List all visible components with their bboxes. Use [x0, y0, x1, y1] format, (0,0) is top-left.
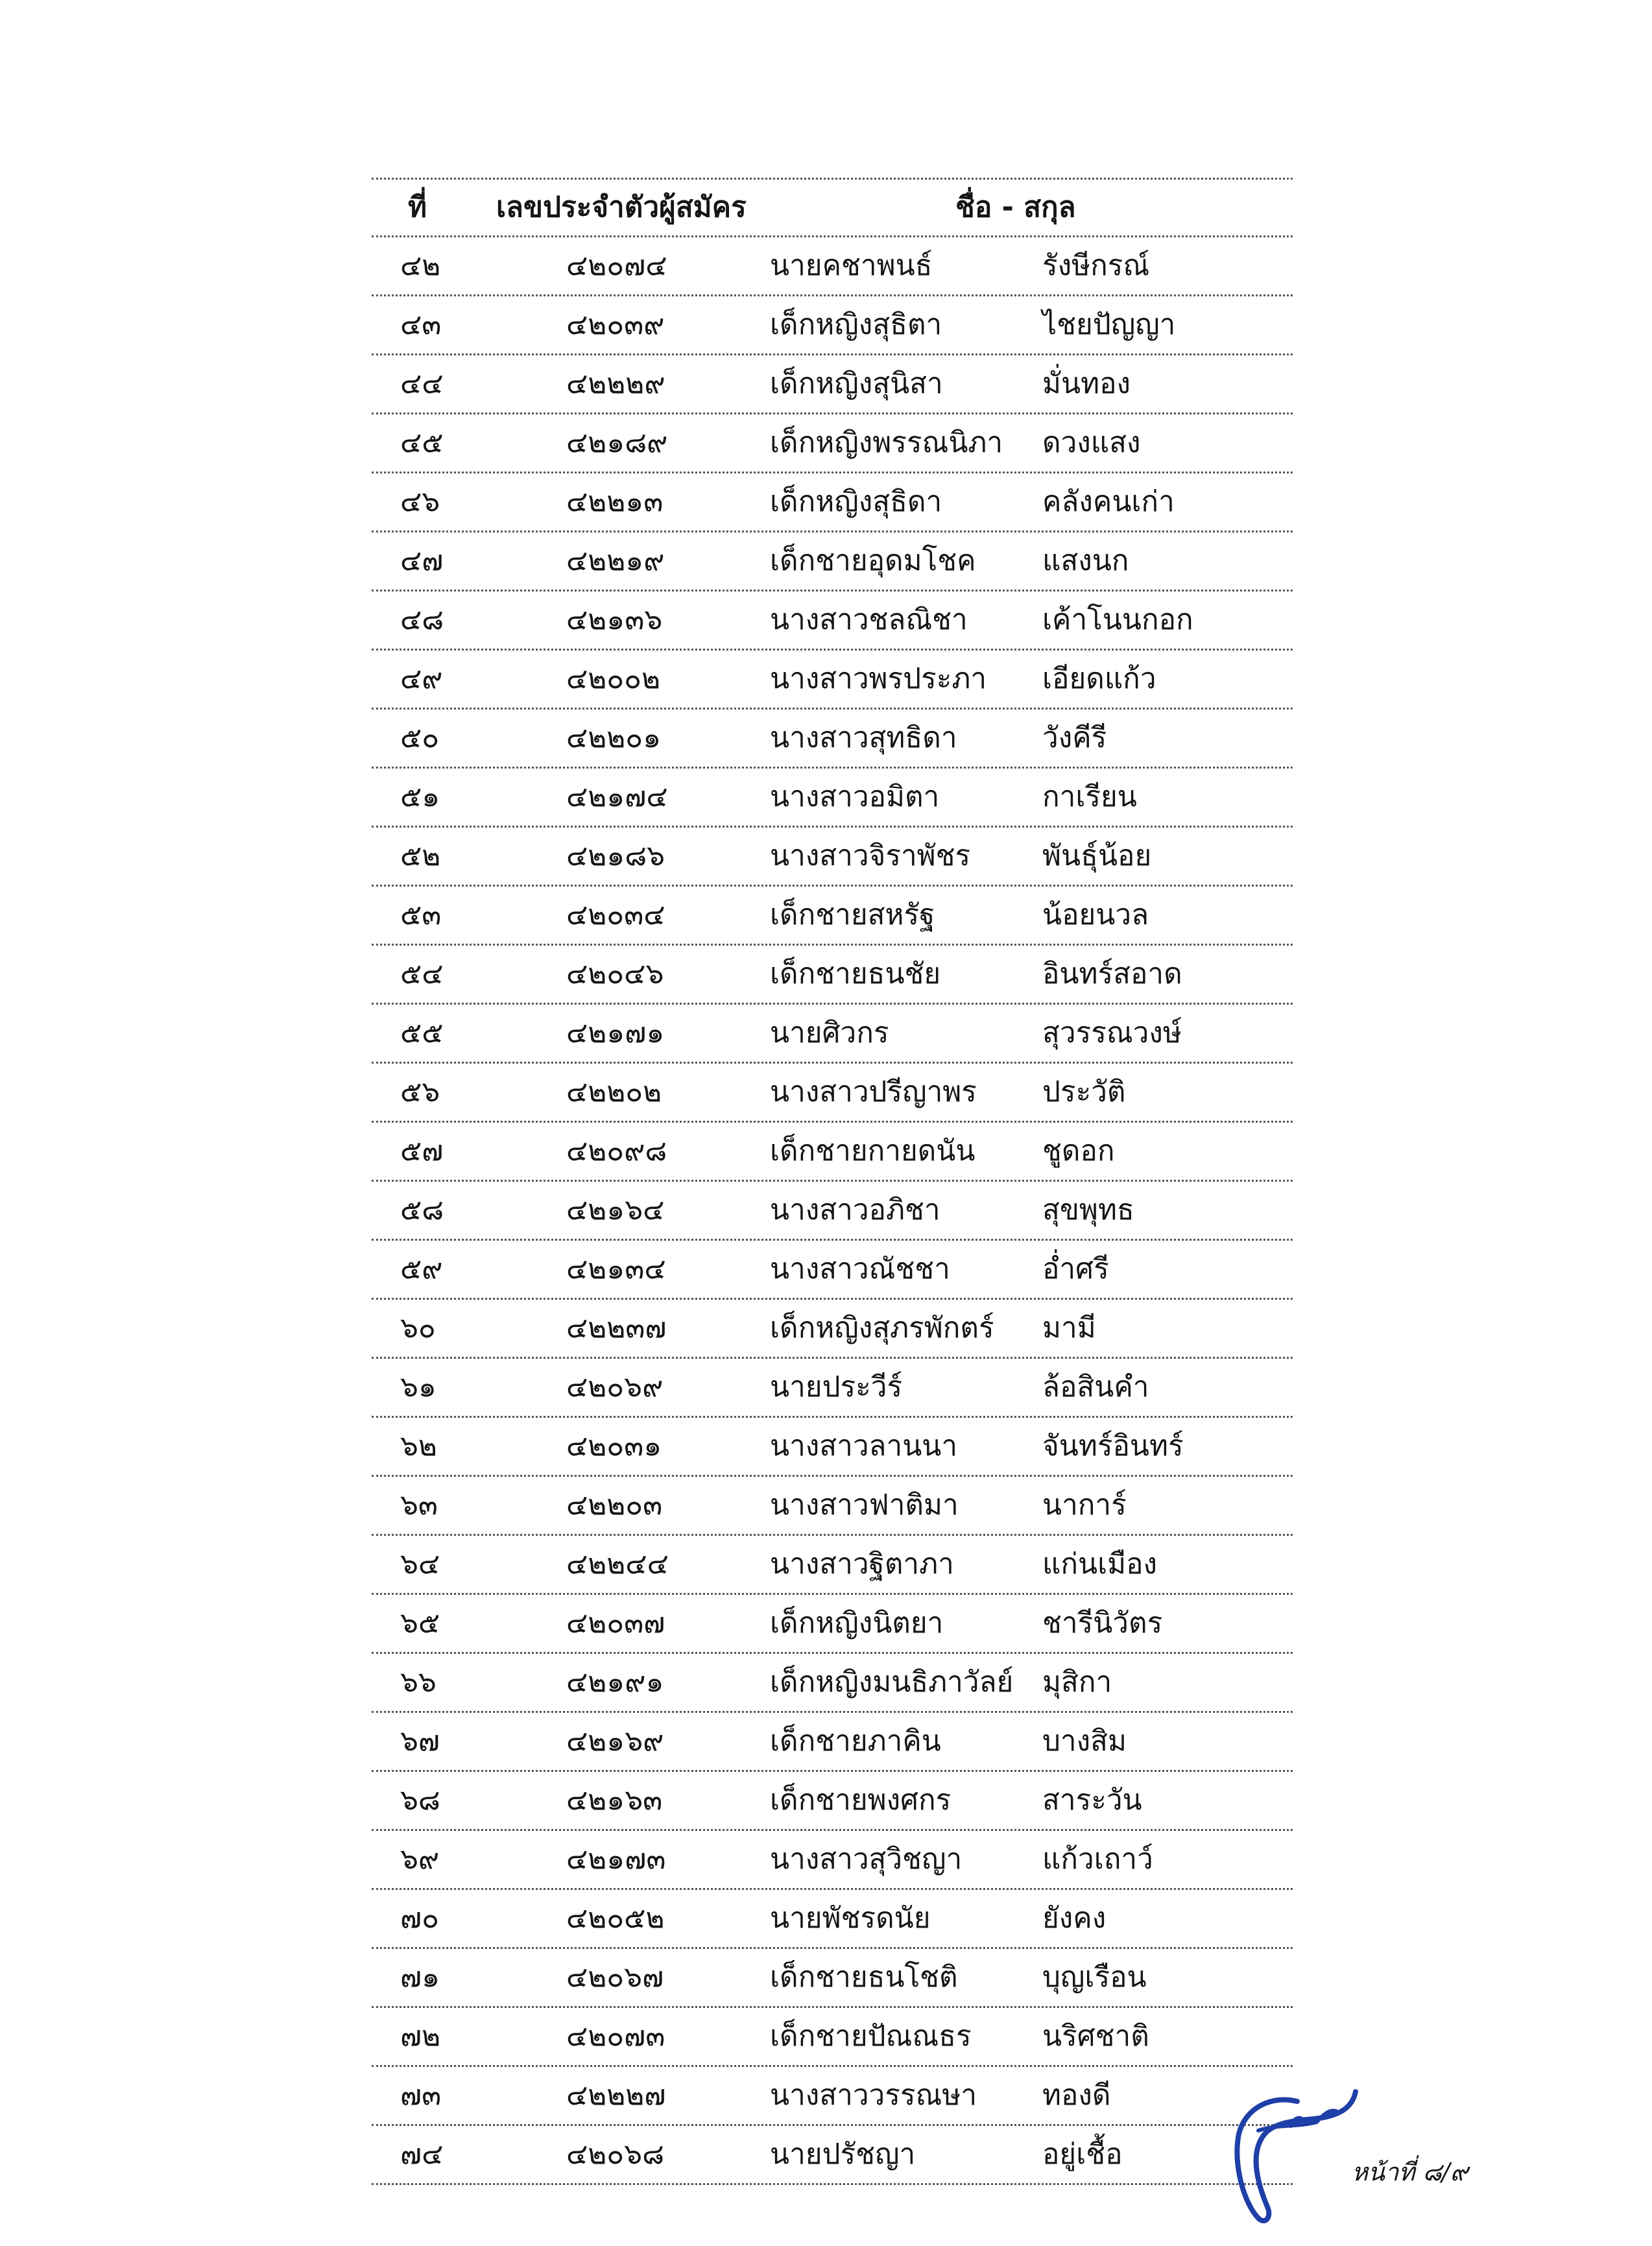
last-name: ล้อสินคำ	[1042, 1370, 1149, 1404]
first-name: นางสาวพรประภา	[770, 662, 987, 695]
last-name: จันทร์อินทร์	[1042, 1429, 1184, 1463]
last-name: เค้าโนนกอก	[1042, 603, 1193, 636]
table-row	[372, 1477, 1293, 1536]
row-number: ๕๖	[400, 1075, 440, 1108]
applicant-id: ๔๒๐๕๒	[566, 1902, 665, 1935]
row-number: ๕๓	[400, 898, 442, 931]
last-name: อินทร์สอาด	[1042, 957, 1182, 990]
row-number: ๖๙	[400, 1843, 440, 1876]
last-name: มุสิกา	[1042, 1666, 1112, 1699]
last-name: มั่นทอง	[1042, 367, 1131, 400]
table-row	[372, 1713, 1293, 1772]
applicant-id: ๔๒๐๓๑	[566, 1429, 662, 1463]
applicant-id: ๔๒๑๗๑	[566, 1016, 665, 1049]
row-number: ๕๗	[400, 1134, 444, 1167]
applicant-id: ๔๒๐๔๖	[566, 957, 664, 990]
applicant-id: ๔๒๐๓๔	[566, 898, 665, 931]
first-name: นายประวีร์	[770, 1370, 903, 1404]
header-number: ที่	[408, 191, 427, 224]
table-row	[372, 828, 1293, 887]
applicant-id: ๔๒๒๒๙	[566, 367, 665, 400]
table-row	[372, 1536, 1293, 1595]
last-name: แก้วเถาว์	[1042, 1843, 1153, 1876]
first-name: นางสาวอภิชา	[770, 1193, 940, 1226]
first-name: นางสาวชลณิชา	[770, 603, 968, 636]
last-name: มามี	[1042, 1311, 1096, 1344]
first-name: นางสาวจิราพัชร	[770, 839, 971, 872]
row-number: ๔๓	[400, 308, 442, 341]
applicant-id: ๔๒๐๓๙	[566, 308, 665, 341]
table-row	[372, 591, 1293, 651]
applicant-id: ๔๒๒๔๔	[566, 1547, 669, 1581]
first-name: เด็กหญิงนิตยา	[770, 1607, 944, 1640]
first-name: นางสาวสุทธิดา	[770, 721, 957, 754]
last-name: ดวงแสง	[1042, 426, 1141, 459]
row-number: ๕๐	[400, 721, 440, 754]
table-row	[372, 532, 1293, 591]
applicant-id: ๔๒๑๖๙	[566, 1725, 664, 1758]
last-name: ประวัติ	[1042, 1075, 1126, 1108]
table-row	[372, 237, 1293, 296]
table-row	[372, 296, 1293, 355]
last-name: นาการ์	[1042, 1488, 1127, 1522]
applicant-id: ๔๒๐๐๒	[566, 662, 661, 695]
page-number: หน้าที่ ๘/๙	[1352, 2158, 1468, 2186]
applicant-id: ๔๒๒๐๒	[566, 1075, 662, 1108]
last-name: กาเรียน	[1042, 780, 1137, 813]
applicant-id: ๔๒๑๓๔	[566, 1252, 666, 1285]
applicant-id: ๔๒๒๒๗	[566, 2079, 666, 2112]
first-name: เด็กหญิงสุธิดา	[770, 485, 942, 518]
applicant-id: ๔๒๑๖๓	[566, 1784, 663, 1817]
first-name: นางสาวสุวิชญา	[770, 1843, 963, 1876]
applicant-id: ๔๒๑๙๑	[566, 1666, 664, 1699]
applicant-id: ๔๒๑๓๖	[566, 603, 663, 636]
last-name: อ่ำศรี	[1042, 1252, 1109, 1285]
last-name: ชารีนิวัตร	[1042, 1607, 1163, 1640]
first-name: นายปรัชญา	[770, 2138, 916, 2171]
row-number: ๖๔	[400, 1547, 440, 1581]
table-row	[372, 1300, 1293, 1359]
last-name: นริศชาติ	[1042, 2020, 1149, 2053]
last-name: สุขพุทธ	[1042, 1193, 1134, 1226]
header-applicant-id: เลขประจำตัวผู้สมัคร	[496, 191, 747, 224]
first-name: นางสาวปรีญาพร	[770, 1075, 977, 1108]
applicant-id: ๔๒๐๙๘	[566, 1134, 667, 1167]
applicant-id: ๔๒๐๖๘	[566, 2138, 665, 2171]
table-row	[372, 1005, 1293, 1064]
last-name: ไชยปัญญา	[1042, 308, 1176, 341]
table-row	[372, 1595, 1293, 1654]
row-number: ๖๕	[400, 1607, 440, 1640]
first-name: เด็กหญิงสุนิสา	[770, 367, 943, 400]
first-name: นางสาวฐิตาภา	[770, 1547, 954, 1581]
row-number: ๖๗	[400, 1725, 440, 1758]
row-number: ๖๖	[400, 1666, 437, 1699]
applicant-id: ๔๒๒๑๙	[566, 544, 665, 577]
row-number: ๗๒	[400, 2020, 441, 2053]
last-name: คลังคนเก่า	[1042, 485, 1175, 518]
last-name: แก่นเมือง	[1042, 1547, 1158, 1581]
table-row	[372, 1359, 1293, 1418]
first-name: เด็กชายภาคิน	[770, 1725, 941, 1758]
applicant-id: ๔๒๒๐๑	[566, 721, 662, 754]
row-number: ๕๕	[400, 1016, 444, 1049]
first-name: นางสาวฟาติมา	[770, 1488, 959, 1522]
last-name: สาระวัน	[1042, 1784, 1142, 1817]
last-name: บางสิม	[1042, 1725, 1127, 1758]
row-number: ๕๘	[400, 1193, 444, 1226]
applicant-id: ๔๒๒๐๓	[566, 1488, 663, 1522]
applicant-id: ๔๒๑๘๙	[566, 426, 668, 459]
row-number: ๔๙	[400, 662, 443, 695]
table-row	[372, 651, 1293, 710]
table-row	[372, 769, 1293, 828]
candidate-table	[372, 178, 1293, 2185]
table-body	[372, 237, 1293, 2185]
last-name: เอียดแก้ว	[1042, 662, 1156, 695]
row-number: ๗๐	[400, 1902, 439, 1935]
row-number: ๗๓	[400, 2079, 442, 2112]
table-row	[372, 1890, 1293, 1949]
first-name: นายพัชรดนัย	[770, 1902, 931, 1935]
row-number: ๕๙	[400, 1252, 443, 1285]
table-row	[372, 473, 1293, 532]
table-row	[372, 1241, 1293, 1300]
table-row	[372, 1123, 1293, 1182]
table-row	[372, 2067, 1293, 2126]
first-name: เด็กชายอุดมโชค	[770, 544, 976, 577]
applicant-id: ๔๒๒๑๓	[566, 485, 664, 518]
table-row	[372, 946, 1293, 1005]
last-name: รังษีกรณ์	[1042, 249, 1150, 282]
first-name: เด็กชายพงศกร	[770, 1784, 952, 1817]
first-name: เด็กชายกายดนัน	[770, 1134, 976, 1167]
first-name: เด็กชายสหรัฐ	[770, 898, 935, 931]
first-name: เด็กหญิงสุธิตา	[770, 308, 942, 341]
signature-icon	[1219, 2062, 1362, 2225]
last-name: แสงนก	[1042, 544, 1129, 577]
table-row	[372, 1418, 1293, 1477]
last-name: ทองดี	[1042, 2079, 1111, 2112]
first-name: นางสาวณัชชา	[770, 1252, 950, 1285]
row-number: ๔๗	[400, 544, 444, 577]
applicant-id: ๔๒๑๘๖	[566, 839, 665, 872]
last-name: วังคีรี	[1042, 721, 1107, 754]
first-name: เด็กชายปัณณธร	[770, 2020, 972, 2053]
row-number: ๖๐	[400, 1311, 436, 1344]
first-name: เด็กหญิงสุภรพักตร์	[770, 1311, 994, 1344]
table-row	[372, 1182, 1293, 1241]
first-name: เด็กชายธนโชติ	[770, 1961, 958, 1994]
row-number: ๖๘	[400, 1784, 440, 1817]
row-number: ๗๔	[400, 2138, 444, 2171]
last-name: บุญเรือน	[1042, 1961, 1147, 1994]
first-name: นายคชาพนธ์	[770, 249, 933, 282]
applicant-id: ๔๒๐๖๗	[566, 1961, 664, 1994]
table-row	[372, 1949, 1293, 2008]
row-number: ๔๕	[400, 426, 444, 459]
first-name: นางสาวอมิตา	[770, 780, 940, 813]
row-number: ๔๔	[400, 367, 444, 400]
first-name: นายศิวกร	[770, 1016, 889, 1049]
row-number: ๗๑	[400, 1961, 440, 1994]
applicant-id: ๔๒๑๗๓	[566, 1843, 666, 1876]
row-number: ๕๒	[400, 839, 441, 872]
applicant-id: ๔๒๐๗๓	[566, 2020, 665, 2053]
last-name: พันธุ์น้อย	[1042, 839, 1152, 872]
applicant-id: ๔๒๑๗๔	[566, 780, 668, 813]
row-number: ๖๓	[400, 1488, 438, 1522]
table-header	[372, 180, 1293, 237]
first-name: นางสาวลานนา	[770, 1429, 958, 1463]
row-number: ๔๖	[400, 485, 440, 518]
first-name: เด็กชายธนชัย	[770, 957, 941, 990]
table-row	[372, 1772, 1293, 1831]
first-name: เด็กหญิงมนธิภาวัลย์	[770, 1666, 1014, 1699]
table-row	[372, 710, 1293, 769]
row-number: ๔๒	[400, 249, 441, 282]
applicant-id: ๔๒๐๗๔	[566, 249, 667, 282]
table-row	[372, 2126, 1293, 2185]
last-name: ชูดอก	[1042, 1134, 1115, 1167]
table-row	[372, 1654, 1293, 1713]
table-row	[372, 1064, 1293, 1123]
first-name: เด็กหญิงพรรณนิภา	[770, 426, 1003, 459]
table-row	[372, 887, 1293, 946]
table-row	[372, 2008, 1293, 2067]
applicant-id: ๔๒๐๓๗	[566, 1607, 665, 1640]
row-number: ๖๒	[400, 1429, 437, 1463]
row-number: ๔๘	[400, 603, 444, 636]
row-number: ๕๔	[400, 957, 444, 990]
header-name: ชื่อ - สกุล	[955, 191, 1076, 224]
last-name: น้อยนวล	[1042, 898, 1149, 931]
row-number: ๕๑	[400, 780, 440, 813]
table-row	[372, 1831, 1293, 1890]
first-name: นางสาววรรณษา	[770, 2079, 977, 2112]
last-name: ยังคง	[1042, 1902, 1107, 1935]
table-row	[372, 414, 1293, 473]
last-name: อยู่เชื้อ	[1042, 2138, 1123, 2171]
applicant-id: ๔๒๐๖๙	[566, 1370, 664, 1404]
row-number: ๖๑	[400, 1370, 437, 1404]
applicant-id: ๔๒๒๓๗	[566, 1311, 667, 1344]
applicant-id: ๔๒๑๖๔	[566, 1193, 665, 1226]
last-name: สุวรรณวงษ์	[1042, 1016, 1182, 1049]
table-row	[372, 355, 1293, 414]
